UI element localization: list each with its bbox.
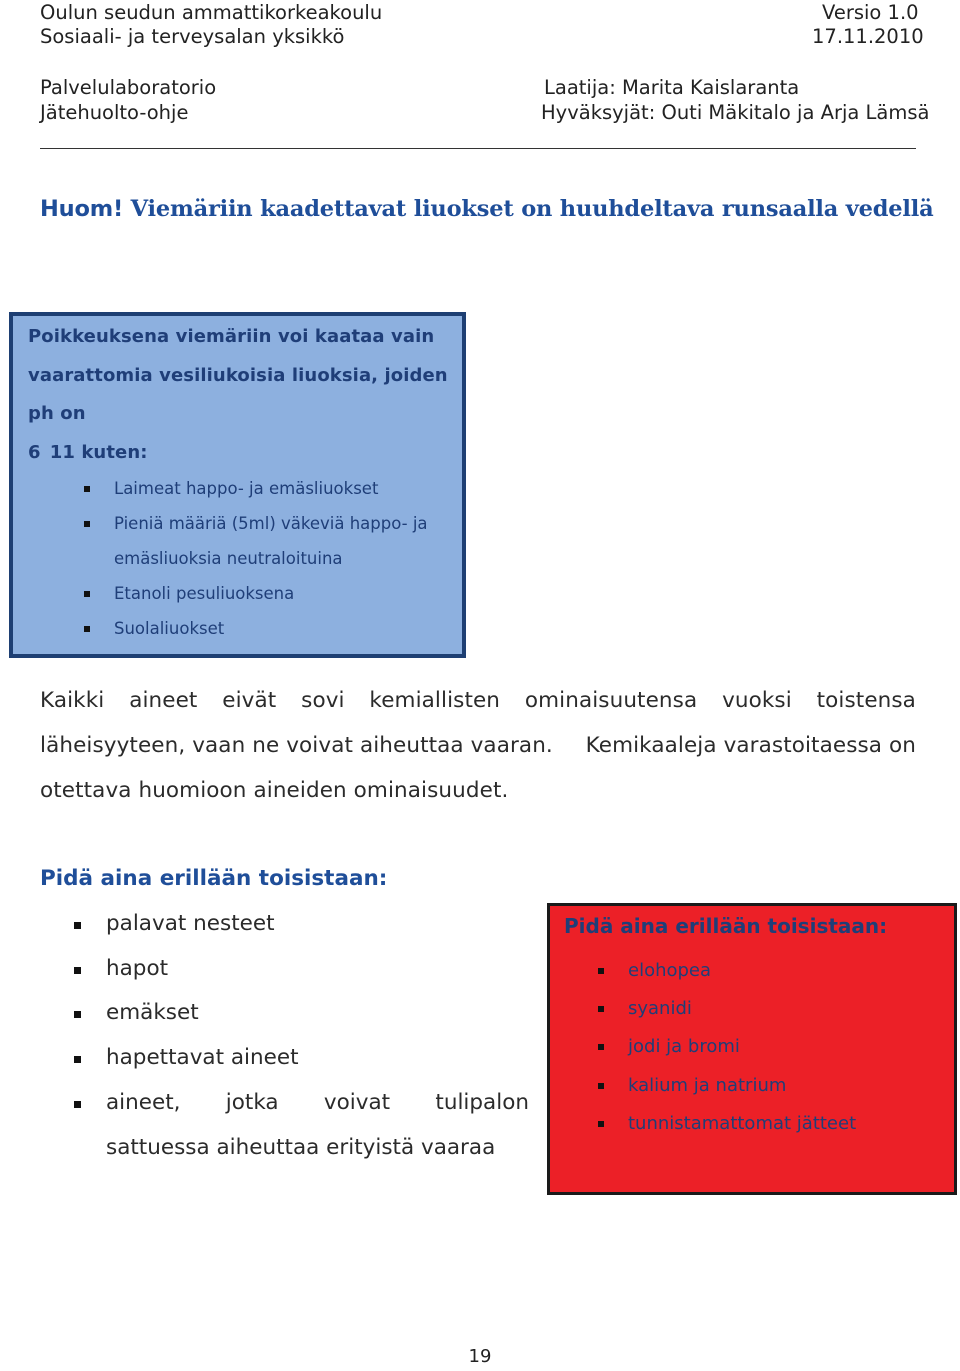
- blue-box-line: vaarattomia vesiliukoisia liuoksia, joiden: [28, 365, 448, 386]
- bullet-square-icon: [74, 922, 81, 929]
- bullet-square-icon: [598, 1121, 604, 1127]
- red-warning-box: [547, 903, 957, 1195]
- red-box-title: Pidä aina erillään toisistaan:: [564, 914, 888, 938]
- bullet-square-icon: [74, 1101, 81, 1108]
- blue-box-item: Laimeat happo- ja emäsliuokset: [114, 479, 379, 498]
- paragraph-line-1: [40, 688, 916, 713]
- header-version: Versio 1.0: [822, 1, 919, 24]
- bullet-square-icon: [84, 521, 90, 527]
- notice-lead: Huom!: [40, 196, 124, 222]
- left-list-item: hapettavat aineet: [106, 1045, 299, 1070]
- notice-text: Viemäriin kaadettavat liuokset on huuhdeltava runsaalla vedellä: [123, 196, 934, 222]
- bullet-square-icon: [74, 1011, 81, 1018]
- red-box-item: tunnistamattomat jätteet: [628, 1113, 857, 1134]
- header-lab: Palvelulaboratorio: [40, 76, 217, 99]
- list-word: tulipalon: [435, 1090, 529, 1115]
- bullet-square-icon: [598, 968, 604, 974]
- red-box-item: kalium ja natrium: [628, 1075, 787, 1096]
- red-box-item: syanidi: [628, 998, 692, 1019]
- paragraph-word: toistensa: [816, 688, 916, 713]
- bullet-square-icon: [74, 1056, 81, 1063]
- paragraph-word: aineet: [129, 688, 198, 713]
- left-list-title: Pidä aina erillään toisistaan:: [40, 866, 388, 891]
- bullet-square-icon: [74, 967, 81, 974]
- blue-box-item: emäsliuoksia neutraloituina: [114, 549, 343, 568]
- list-word: aineet,: [106, 1090, 181, 1115]
- left-list-item-continuation: sattuessa aiheuttaa erityistä vaaraa: [106, 1135, 496, 1160]
- blue-info-box: [9, 312, 466, 658]
- bullet-square-icon: [598, 1006, 604, 1012]
- paragraph-text: läheisyyteen, vaan ne voivat aiheuttaa vaaran.: [40, 733, 553, 758]
- blue-box-line: 6 11 kuten:: [28, 442, 148, 463]
- header-doc-name: Jätehuolto-ohje: [40, 101, 189, 124]
- left-list-item: emäkset: [106, 1000, 199, 1025]
- header-org: Oulun seudun ammattikorkeakoulu: [40, 1, 383, 24]
- red-box-item: jodi ja bromi: [628, 1036, 740, 1057]
- paragraph-word: eivät: [222, 688, 277, 713]
- bullet-square-icon: [598, 1044, 604, 1050]
- bullet-square-icon: [84, 486, 90, 492]
- red-box-item: elohopea: [628, 960, 712, 981]
- bullet-square-icon: [84, 626, 90, 632]
- blue-box-item: Pieniä määriä (5ml) väkeviä happo- ja: [114, 514, 428, 533]
- paragraph-word: ominaisuutensa: [524, 688, 698, 713]
- bullet-square-icon: [598, 1083, 604, 1089]
- bullet-square-icon: [84, 591, 90, 597]
- page-number: 19: [468, 1346, 492, 1367]
- paragraph-word: sovi: [301, 688, 345, 713]
- blue-box-line: ph on: [28, 403, 86, 424]
- paragraph-word: Kaikki: [40, 688, 105, 713]
- blue-box-item: Etanoli pesuliuoksena: [114, 584, 295, 603]
- header-approvers: Hyväksyjät: Outi Mäkitalo ja Arja Lämsä: [541, 101, 930, 124]
- list-word: jotka: [225, 1090, 279, 1115]
- left-list-item: hapot: [106, 956, 169, 981]
- paragraph-word: kemiallisten: [369, 688, 501, 713]
- blue-box-item: Suolaliuokset: [114, 619, 225, 638]
- paragraph-line-2: [40, 733, 916, 758]
- paragraph-line-3: otettava huomioon aineiden ominaisuudet.: [40, 778, 509, 803]
- header-date: 17.11.2010: [812, 25, 924, 48]
- left-list-item-multiline: [106, 1090, 529, 1115]
- header-divider: [40, 148, 916, 149]
- notice: [40, 196, 934, 222]
- list-word: voivat: [323, 1090, 391, 1115]
- paragraph-text: Kemikaaleja varastoitaessa on: [585, 733, 916, 758]
- blue-box-line: Poikkeuksena viemäriin voi kaataa vain: [28, 326, 435, 347]
- left-list-item: palavat nesteet: [106, 911, 275, 936]
- header-unit: Sosiaali- ja terveysalan yksikkö: [40, 25, 345, 48]
- paragraph-word: vuoksi: [722, 688, 792, 713]
- header-author: Laatija: Marita Kaislaranta: [544, 76, 800, 99]
